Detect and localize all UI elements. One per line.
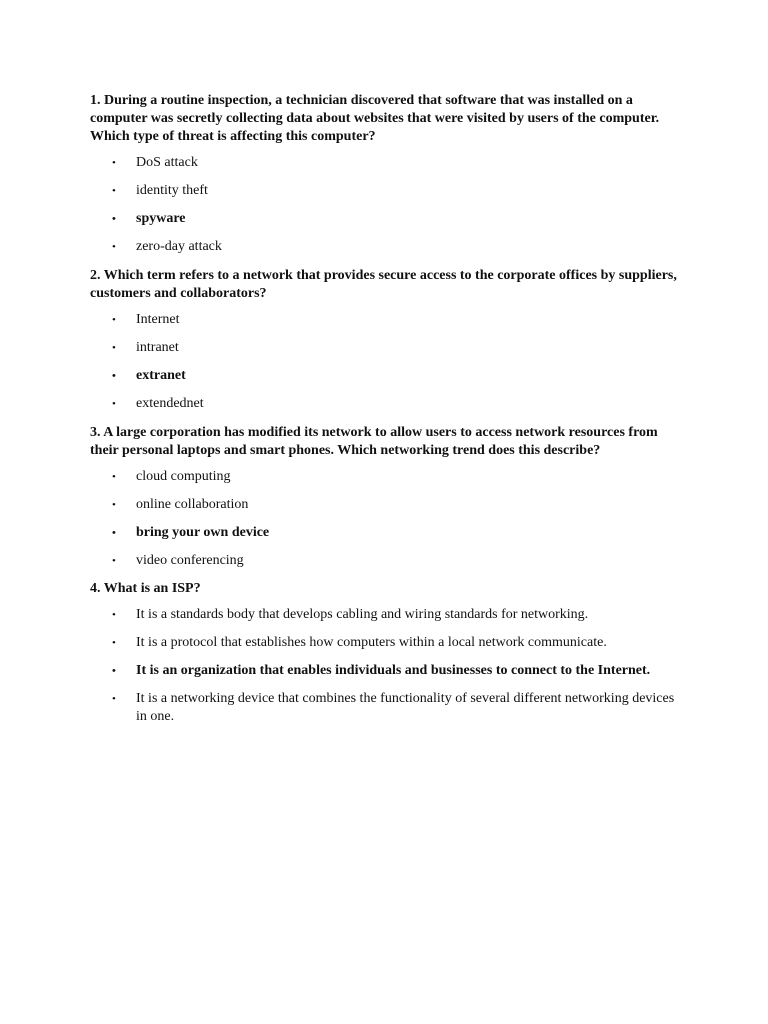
bullet-icon: • [112, 499, 116, 511]
option [90, 311, 680, 329]
question-4-options [90, 606, 680, 726]
option-text: It is a networking device that combines the functionality of several different networking devices in one. [136, 691, 675, 724]
document-page [90, 92, 680, 726]
question-2: 2. Which term refers to a network that provides secure access to the corporate offices by suppliers, customers and collaborators? [90, 268, 677, 301]
option-text: zero-day attack [136, 239, 222, 254]
bullet-icon: • [112, 665, 116, 677]
bullet-icon: • [112, 342, 116, 354]
bullet-icon: • [112, 398, 116, 410]
option-text: Internet [136, 312, 180, 327]
bullet-icon: • [112, 370, 116, 382]
bullet-icon: • [112, 157, 116, 169]
bullet-icon: • [112, 609, 116, 621]
bullet-icon: • [112, 527, 116, 539]
option-text: bring your own device [136, 525, 270, 540]
option [90, 690, 680, 726]
option-text: identity theft [136, 183, 208, 198]
option-text: intranet [136, 340, 179, 355]
option [90, 634, 680, 652]
option-text: It is an organization that enables individuals and businesses to connect to the Internet. [136, 663, 651, 678]
option-text: extranet [136, 368, 186, 383]
option [90, 339, 680, 357]
option-correct [90, 662, 680, 680]
option-correct [90, 210, 680, 228]
question-1-options [90, 154, 680, 256]
option [90, 496, 680, 514]
option [90, 238, 680, 256]
option-text: online collaboration [136, 497, 249, 512]
bullet-icon: • [112, 314, 116, 326]
option-text: video conferencing [136, 553, 244, 568]
option-correct [90, 524, 680, 542]
option-text: cloud computing [136, 469, 231, 484]
option [90, 395, 680, 413]
bullet-icon: • [112, 637, 116, 649]
bullet-icon: • [112, 185, 116, 197]
bullet-icon: • [112, 693, 116, 705]
option-text: DoS attack [136, 155, 198, 170]
option-correct [90, 367, 680, 385]
bullet-icon: • [112, 555, 116, 567]
question-1: 1. During a routine inspection, a technician discovered that software that was installed on a computer was secretly collecting data about websites that were visited by users of the computer. Which type of threat is affecting this computer? [90, 93, 660, 144]
question-3: 3. A large corporation has modified its network to allow users to access network resources from their personal laptops and smart phones. Which networking trend does this describe? [90, 425, 658, 458]
question-4: 4. What is an ISP? [90, 581, 201, 596]
bullet-icon: • [112, 241, 116, 253]
option [90, 154, 680, 172]
option [90, 552, 680, 570]
bullet-icon: • [112, 213, 116, 225]
option-text: It is a standards body that develops cabling and wiring standards for networking. [136, 607, 589, 622]
option [90, 606, 680, 624]
option [90, 468, 680, 486]
option [90, 182, 680, 200]
option-text: extendednet [136, 396, 204, 411]
question-2-options [90, 311, 680, 413]
option-text: spyware [136, 211, 186, 226]
bullet-icon: • [112, 471, 116, 483]
option-text: It is a protocol that establishes how computers within a local network communicate. [136, 635, 607, 650]
question-3-options [90, 468, 680, 570]
